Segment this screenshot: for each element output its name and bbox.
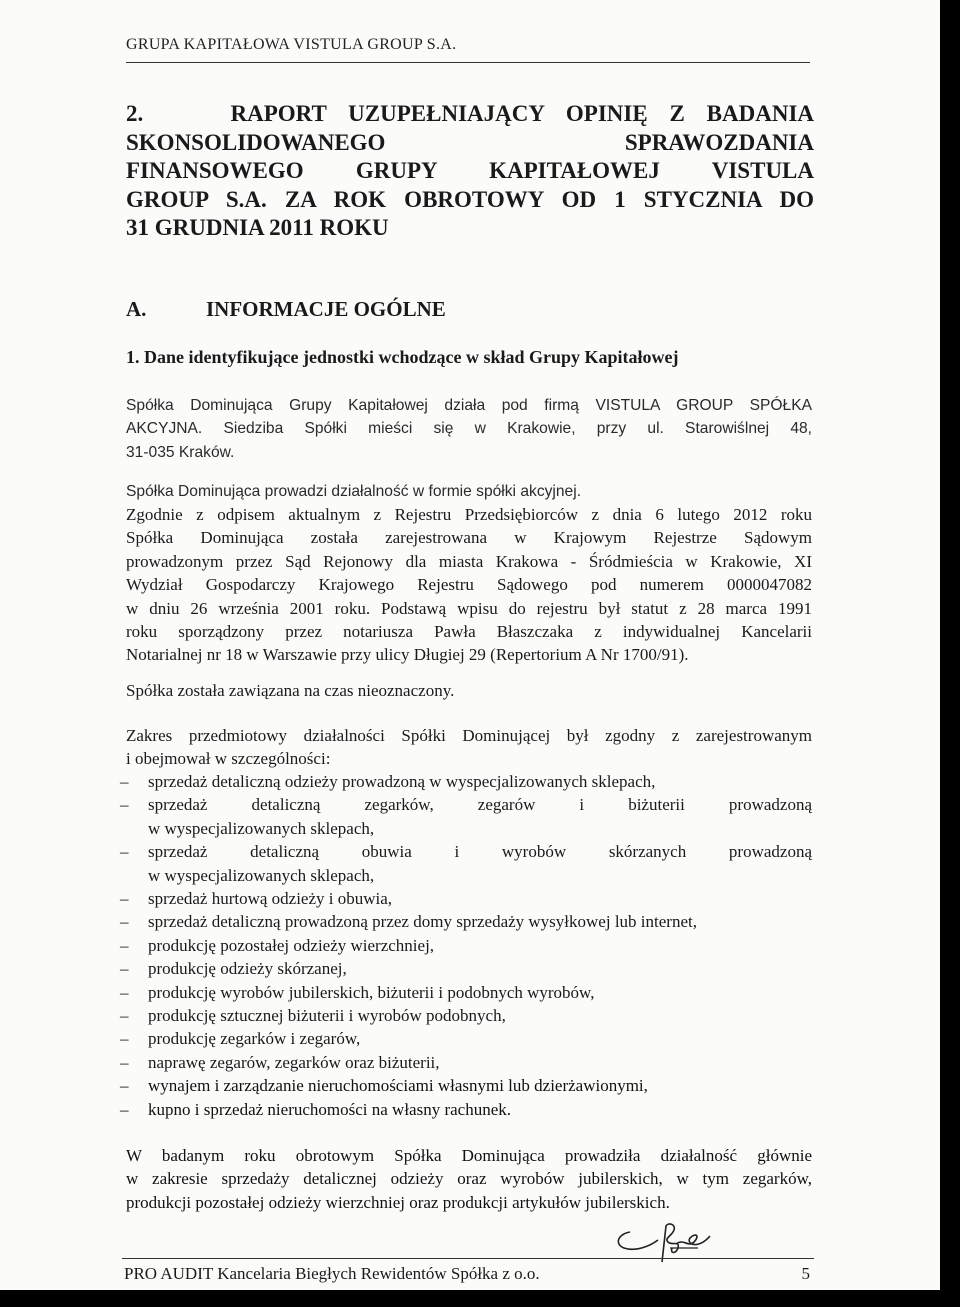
- paragraph-line: i obejmował w szczególności:: [126, 749, 331, 769]
- paragraph-line: W badanym roku obrotowym Spółka Dominująca prowadziła działalność głównie: [126, 1146, 812, 1165]
- dash-bullet: –: [120, 772, 129, 791]
- list-item-text: produkcję zegarków i zegarów,: [148, 1029, 361, 1049]
- section-title-line: FINANSOWEGO GRUPY KAPITAŁOWEJ VISTULA: [126, 158, 814, 183]
- dash-bullet: –: [120, 959, 129, 979]
- list-item: [120, 934, 812, 957]
- list-item-text: w wyspecjalizowanych sklepach,: [148, 818, 375, 838]
- section-title-line: 2. RAPORT UZUPEŁNIAJĄCY OPINIĘ Z BADANIA: [126, 101, 815, 126]
- list-item-text: naprawę zegarów, zegarków oraz biżuterii,: [148, 1052, 440, 1072]
- paragraph-line: 31-035 Kraków.: [126, 443, 235, 461]
- paragraph-company-seat: [126, 394, 812, 464]
- paragraph-line: Zakres przedmiotowy działalności Spółki Dominującej był zgodny z zarejestrowanym: [126, 726, 812, 745]
- section-title-line: 31 GRUDNIA 2011 ROKU: [126, 215, 389, 240]
- dash-bullet: –: [120, 1052, 129, 1072]
- section-title-line: GROUP S.A. ZA ROK OBROTOWY OD 1 STYCZNIA DO: [126, 186, 814, 212]
- subsection-letter: A.: [126, 297, 147, 321]
- dash-bullet: –: [120, 1006, 129, 1026]
- list-item: [120, 1027, 812, 1050]
- dash-bullet: –: [120, 982, 129, 1002]
- list-item-text: sprzedaż hurtową odzieży i obuwia,: [148, 889, 393, 909]
- page-footer: [124, 1264, 814, 1284]
- list-item-text: produkcję sztucznej biżuterii i wyrobów podobnych,: [148, 1006, 506, 1026]
- paragraph-registration: [126, 503, 812, 667]
- paragraph-line: Zgodnie z odpisem aktualnym z Rejestru Przedsiębiorców z dnia 6 lutego 2012 roku: [126, 505, 812, 524]
- paragraph-line: Notarialnej nr 18 w Warszawie przy ulicy Długiej 29 (Repertorium A Nr 1700/91).: [126, 645, 689, 665]
- list-item-text: wynajem i zarządzanie nieruchomościami własnymi lub dzierżawionymi,: [148, 1076, 648, 1096]
- dash-bullet: –: [120, 842, 129, 862]
- list-item: [120, 957, 812, 980]
- subsection-title: INFORMACJE OGÓLNE: [206, 297, 446, 321]
- list-item: [120, 840, 812, 887]
- list-item-text: kupno i sprzedaż nieruchomości na własny rachunek.: [148, 1099, 512, 1119]
- list-item: [120, 887, 812, 910]
- list-item: [120, 1098, 812, 1121]
- section-number: 2.: [126, 101, 144, 126]
- paragraph-main-activity: [126, 1144, 812, 1214]
- paragraph-line: Wydział Gospodarczy Krajowego Rejestru Sądowego pod numerem 0000047082: [126, 575, 812, 595]
- dash-bullet: –: [120, 1029, 129, 1049]
- paragraph-legal-form: [126, 480, 812, 503]
- list-item: [120, 1004, 812, 1027]
- footer-rule: [122, 1258, 814, 1259]
- paragraph-line: Spółka Dominująca Grupy Kapitałowej działa pod firmą VISTULA GROUP SPÓŁKA: [126, 397, 812, 414]
- list-item-text: sprzedaż detaliczną obuwia i wyrobów skórzanych prowadzoną: [148, 842, 812, 862]
- paragraph-scope-intro: [126, 724, 812, 771]
- paragraph-line: roku sporządzony przez notariusza Pawła Błaszczaka z indywidualnej Kancelarii: [126, 622, 812, 642]
- list-item: [120, 1051, 812, 1074]
- list-item-text: sprzedaż detaliczną prowadzoną przez domy sprzedaży wysyłkowej lub internet,: [148, 912, 697, 932]
- header-rule: [126, 62, 810, 63]
- list-item: [120, 770, 812, 793]
- section-title-line: SKONSOLIDOWANEGO SPRAWOZDANIA: [126, 129, 814, 155]
- list-item-text: produkcję wyrobów jubilerskich, biżuterii i podobnych wyrobów,: [148, 982, 595, 1002]
- item-heading: 1. Dane identyfikujące jednostki wchodzące w skład Grupy Kapitałowej: [126, 347, 679, 367]
- list-item: [120, 910, 812, 933]
- list-item-text: w wyspecjalizowanych sklepach,: [148, 865, 375, 885]
- paragraph-duration: [126, 679, 812, 702]
- footer-firm: PRO AUDIT Kancelaria Biegłych Rewidentów Spółka z o.o.: [124, 1264, 540, 1283]
- activities-list: [120, 770, 812, 1121]
- paragraph-line: prowadzonym przez Sąd Rejonowy dla miasta Krakowa - Śródmieścia w Krakowie, XI: [126, 551, 812, 571]
- list-item: [120, 1074, 812, 1097]
- paragraph-line: AKCYJNA. Siedziba Spółki mieści się w Krakowie, przy ul. Starowiślnej 48,: [126, 420, 812, 438]
- subsection-heading: [126, 297, 446, 322]
- paragraph-line: w dniu 26 września 2001 roku. Podstawą wpisu do rejestru był statut z 28 marca 1991: [126, 598, 812, 618]
- dash-bullet: –: [120, 795, 129, 815]
- dash-bullet: –: [120, 1099, 129, 1119]
- list-item-text: sprzedaż detaliczną zegarków, zegarów i biżuterii prowadzoną: [148, 795, 812, 815]
- page-number: 5: [801, 1264, 810, 1283]
- paragraph-line: Spółka Dominująca prowadzi działalność w formie spółki akcyjnej.: [126, 483, 582, 500]
- list-item-text: sprzedaż detaliczną odzieży prowadzoną w wyspecjalizowanych sklepach,: [148, 772, 656, 791]
- dash-bullet: –: [120, 889, 129, 909]
- dash-bullet: –: [120, 1076, 129, 1096]
- paragraph-line: produkcji pozostałej odzieży wierzchniej oraz produkcji artykułów jubilerskich.: [126, 1192, 670, 1212]
- paragraph-line: w zakresie sprzedaży detalicznej odzieży oraz wyrobów jubilerskich, w tym zegarków,: [126, 1169, 812, 1189]
- dash-bullet: –: [120, 935, 129, 955]
- paragraph-line: Spółka została zawiązana na czas nieoznaczony.: [126, 681, 455, 700]
- dash-bullet: –: [120, 912, 129, 932]
- list-item: [120, 793, 812, 840]
- list-item: [120, 981, 812, 1004]
- list-item-text: produkcję odzieży skórzanej,: [148, 959, 347, 979]
- list-item-text: produkcję pozostałej odzieży wierzchniej,: [148, 935, 435, 955]
- running-header: GRUPA KAPITAŁOWA VISTULA GROUP S.A.: [126, 36, 457, 53]
- section-title: [126, 100, 814, 243]
- paragraph-line: Spółka Dominująca została zarejestrowana w Krajowym Rejestrze Sądowym: [126, 528, 812, 548]
